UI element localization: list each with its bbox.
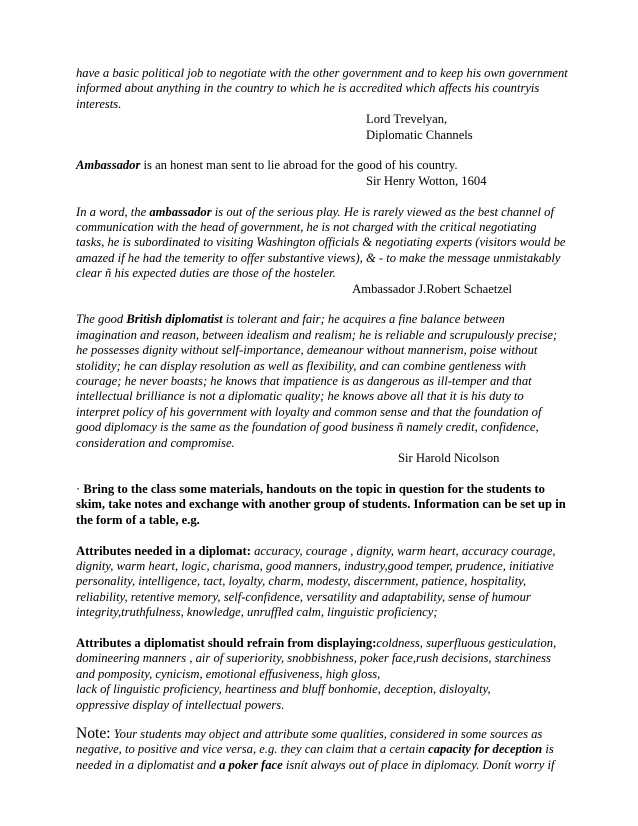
schaetzel-pre: In a word, the <box>76 204 150 219</box>
schaetzel-author: Ambassador J.Robert Schaetzel <box>352 281 512 296</box>
wotton-text: is an honest man sent to lie abroad for the good of his country. <box>140 158 458 173</box>
schaetzel-quote <box>76 205 568 282</box>
trevelyan-quote: have a basic political job to negotiate with the other government and to keep his own government informed about anything in the country to which he is accredited which affects his countryis interests. <box>76 66 568 111</box>
note-pre: Your students may object and attribute some qualities, considered in some sources as negative, to positive and vice versa, e.g. they can claim that a certain <box>76 726 543 757</box>
nicolson-author: Sir Harold Nicolson <box>398 451 500 466</box>
document-page <box>76 66 568 773</box>
wotton-author: Sir Henry Wotton, 1604 <box>366 173 487 188</box>
task-text: Bring to the class some materials, handouts on the topic in question for the students to skim, take notes and exchange with another group of students. Information can be set up in the form of a table, e.g. <box>76 481 566 527</box>
note-lead: Note: <box>76 724 111 742</box>
attributes-refrain-line2: lack of linguistic proficiency, heartiness and bluff bonhomie, deception, disloyalty, <box>76 682 491 697</box>
note-term-poker-face: a poker face <box>219 757 283 772</box>
bullet-dot: · <box>76 481 84 496</box>
nicolson-term: British diplomatist <box>126 312 223 327</box>
trevelyan-author: Lord Trevelyan, <box>366 112 448 127</box>
nicolson-quote <box>76 312 568 451</box>
attributes-needed <box>76 544 568 621</box>
note-mid: is needed in a diplomatist and <box>76 742 554 772</box>
attributes-needed-label: Attributes needed in a diplomat: <box>76 543 251 558</box>
wotton-quote <box>76 158 568 173</box>
wotton-term: Ambassador <box>76 158 141 173</box>
attributes-needed-text: accuracy, courage , dignity, warm heart, accuracy courage, dignity, warm heart, logic, charisma, good manners, industry,good temper, prudence, initiative personality, intelligence, tact, loyalty, charm, modesty, discernment, patience, hospitality, reliability, retentive memory, self-confidence, versatility and adaptability, sense of humour integrity,truthfulness, knowledge, unruffled calm, linguistic proficiency; <box>76 543 556 620</box>
teacher-note <box>76 726 568 773</box>
schaetzel-term: ambassador <box>149 204 212 219</box>
class-task <box>76 482 568 528</box>
attributes-refrain <box>76 636 568 682</box>
attributes-refrain-line1: coldness, superfluous gesticulation, domineering manners , air of superiority, snobbishness, poker face,rush decisions, starchiness and pomposity, cynicism, emotional effusiveness, high gloss, <box>76 635 557 681</box>
attributes-refrain-label: Attributes a diplomatist should refrain from displaying: <box>76 635 377 650</box>
trevelyan-source: Diplomatic Channels <box>366 127 473 142</box>
attributes-refrain-line3: oppressive display of intellectual powers. <box>76 697 285 712</box>
nicolson-pre: The good <box>76 312 127 327</box>
note-rest: isnít always out of place in diplomacy. Donít worry if <box>282 757 555 772</box>
nicolson-text: is tolerant and fair; he acquires a fine balance between imagination and reason, between idealism and realism; he is reliable and scrupulously precise; he possesses dignity without self-importance, demeanour without mannerism, poise without stolidity; he can display resolution as well as flexibility, and can combine gentleness with courage; he never boasts; he knows that impatience is as dangerous as ill-temper and that intellectual brilliance is not a diplomatic quality; he knows above all that it is his duty to interpret policy of his government with loyalty and common sense and that the foundation of good diplomacy is the same as the foundation of good business ñ namely credit, confidence, consideration and compromise. <box>76 312 558 450</box>
schaetzel-text: is out of the serious play. He is rarely viewed as the best channel of communication with the head of government, he is not charged with the critical negotiating tasks, he is subordinated to visiting Washington officials & negotiating experts (visitors would be amazed if he had the temerity to offer substantive views), & - to make the message unmistakably clear ñ his expected duties are those of the hosteler. <box>76 204 566 281</box>
note-term-deception: capacity for deception <box>428 742 543 757</box>
